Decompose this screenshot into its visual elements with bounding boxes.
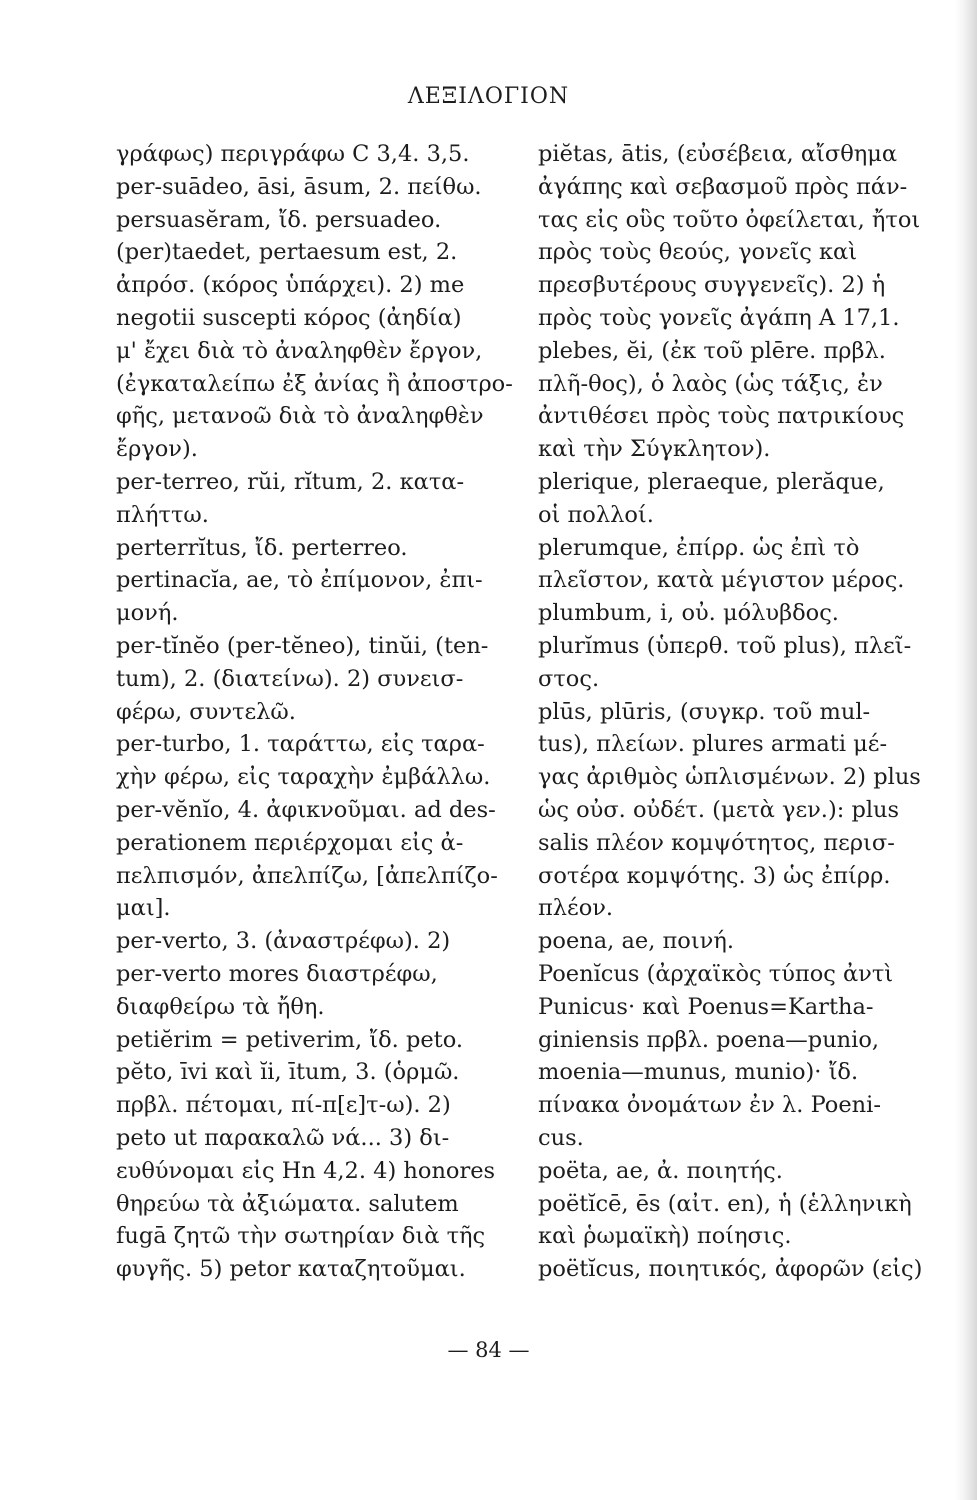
dictionary-line: οἱ πολλοί. [538,501,654,528]
page-number: — 84 — [447,1338,530,1362]
right-column [538,138,938,1286]
dictionary-line: πρὸς τοὺς θεούς, γονεῖς καὶ [538,239,858,266]
dictionary-line: moenia—munus, munio)· ἴδ. [538,1059,859,1086]
dictionary-line: χὴν φέρω, εἰς ταραχὴν ἐμβάλλω. [116,764,491,791]
dictionary-line: plerique, pleraeque, plerăque, [538,468,885,495]
dictionary-line: poëta, ae, ἀ. ποιητής. [538,1157,783,1184]
dictionary-line: petiĕrim = petiverim, ἴδ. peto. [116,1026,464,1053]
dictionary-line: (per)taedet, pertaesum est, 2. [116,239,458,266]
dictionary-line: cus. [538,1124,584,1151]
dictionary-line: peto ut παρακαλῶ νά... 3) δι- [116,1124,450,1151]
dictionary-line: πρὸς τοὺς γονεῖς ἀγάπη A 17,1. [538,304,900,331]
dictionary-line: per-tĭnĕo (per-tĕneo), tinŭi, (ten- [116,632,489,659]
dictionary-line: (ἐγκαταλείπω ἐξ ἀνίας ἢ ἀποστρο- [116,370,513,397]
dictionary-line: pertinacĭa, ae, τὸ ἐπίμονον, ἐπι- [116,567,483,594]
dictionary-line: Poenĭcus (ἀρχαϊκὸς τύπος ἀντὶ [538,960,894,987]
scan-edge-shadow [955,0,977,1500]
dictionary-line: καὶ ῥωμαϊκὴ) ποίησις. [538,1223,792,1250]
dictionary-line: ἀγάπης καὶ σεβασμοῦ πρὸς πάν- [538,173,908,200]
dictionary-line: ἔργον). [116,436,198,463]
dictionary-line: per-verto, 3. (ἀναστρέφω). 2) [116,928,451,955]
dictionary-line: πρεσβυτέρους συγγενεῖς). 2) ἡ [538,272,886,299]
dictionary-line: plumbum, i, οὐ. μόλυβδος. [538,600,839,627]
dictionary-line: per-verto mores διαστρέφω, [116,960,438,987]
dictionary-line: ἀντιθέσει πρὸς τοὺς πατρικίους [538,403,905,430]
dictionary-line: per-turbo, 1. ταράττω, εἰς ταρα- [116,731,485,758]
dictionary-line: καὶ τὴν Σύγκλητον). [538,436,771,463]
dictionary-line: giniensis πρβλ. poena—punio, [538,1026,880,1053]
dictionary-line: φυγῆς. 5) petor καταζητοῦμαι. [116,1256,466,1283]
dictionary-line: plūs, plūris, (συγκρ. τοῦ mul- [538,698,871,725]
dictionary-line: μ' ἔχει διὰ τὸ ἀναληφθὲν ἔργον, [116,337,483,364]
dictionary-line: tum), 2. (διατείνω). 2) συνεισ- [116,665,464,692]
dictionary-line: φῆς, μετανοῶ διὰ τὸ ἀναληφθὲν [116,403,484,430]
dictionary-line: στος. [538,665,600,692]
dictionary-line: σοτέρα κομψότης. 3) ὡς ἐπίρρ. [538,862,891,889]
dictionary-line: τας εἰς οὓς τοῦτο ὀφείλεται, ἤτοι [538,206,921,233]
dictionary-line: Punicus· καὶ Poenus=Kartha- [538,993,874,1020]
dictionary-line: πίνακα ὀνομάτων ἐν λ. Poeni- [538,1092,881,1119]
dictionary-line: φέρω, συντελῶ. [116,698,296,725]
dictionary-line: πλῆ-θος), ὁ λαὸς (ὡς τάξις, ἐν [538,370,883,397]
dictionary-line: per-suādeo, āsi, āsum, 2. πείθω. [116,173,482,200]
dictionary-line: γράφως) περιγράφω C 3,4. 3,5. [116,141,470,167]
dictionary-line: πλήττω. [116,501,209,528]
dictionary-line: μονή. [116,600,179,627]
dictionary-line: ἀπρόσ. (κόρος ὑπάρχει). 2) me [116,272,465,299]
dictionary-line: poëtĭcus, ποιητικός, ἀφορῶν (εἰς) [538,1256,923,1283]
dictionary-line: perationem περιέρχομαι εἰς ἀ- [116,829,464,856]
dictionary-line: ευθύνομαι εἰς Hn 4,2. 4) honores [116,1157,496,1184]
dictionary-line: ὡς οὐσ. οὐδέτ. (μετὰ γεν.): plus [538,796,900,823]
dictionary-line: negotii suscepti κόρος (ἀηδία) [116,304,462,331]
left-column [116,138,516,1286]
dictionary-line: διαφθείρω τὰ ἤθη. [116,993,325,1020]
dictionary-line: per-terreo, rŭi, rĭtum, 2. κατα- [116,468,465,495]
dictionary-line: per-vĕnĭo, 4. ἀφικνοῦμαι. ad des- [116,796,496,823]
dictionary-line: salis πλέον κομψότητος, περισ- [538,829,895,856]
dictionary-line: plurĭmus (ὑπερθ. τοῦ plus), πλεῖ- [538,632,912,659]
dictionary-line: perterrĭtus, ἴδ. perterreo. [116,534,408,561]
dictionary-line: πλεῖστον, κατὰ μέγιστον μέρος. [538,567,905,594]
dictionary-line: plebes, ĕi, (ἐκ τοῦ plēre. πρβλ. [538,337,886,364]
dictionary-line: θηρεύω τὰ ἀξιώματα. salutem [116,1190,459,1217]
dictionary-line: poena, ae, ποινή. [538,928,734,955]
dictionary-line: μαι]. [116,895,171,922]
dictionary-line: fugā ζητῶ τὴν σωτηρίαν διὰ τῆς [116,1223,486,1250]
dictionary-line: pĕto, īvi καὶ ĭi, ītum, 3. (ὁρμῶ. [116,1059,460,1086]
page-title: ΛΕΞΙΛΟΓΙΟΝ [407,84,570,109]
dictionary-line: πρβλ. πέτομαι, πί-π[ε]τ-ω). 2) [116,1092,451,1119]
dictionary-line: πλέον. [538,895,614,922]
dictionary-line: πελπισμόν, ἀπελπίζω, [ἀπελπίζο- [116,862,498,889]
dictionary-line: γας ἀριθμὸς ὡπλισμένων. 2) plus [538,764,921,791]
dictionary-line: plerumque, ἐπίρρ. ὡς ἐπὶ τὸ [538,534,860,561]
dictionary-line: persuasĕram, ἴδ. persuadeo. [116,206,442,233]
dictionary-line: poëtĭcē, ēs (αἰτ. en), ἡ (ἑλληνικὴ [538,1190,912,1217]
dictionary-line: piĕtas, ātis, (εὐσέβεια, αἴσθημα [538,141,898,167]
dictionary-line: tus), πλείων. plures armati μέ- [538,731,888,758]
